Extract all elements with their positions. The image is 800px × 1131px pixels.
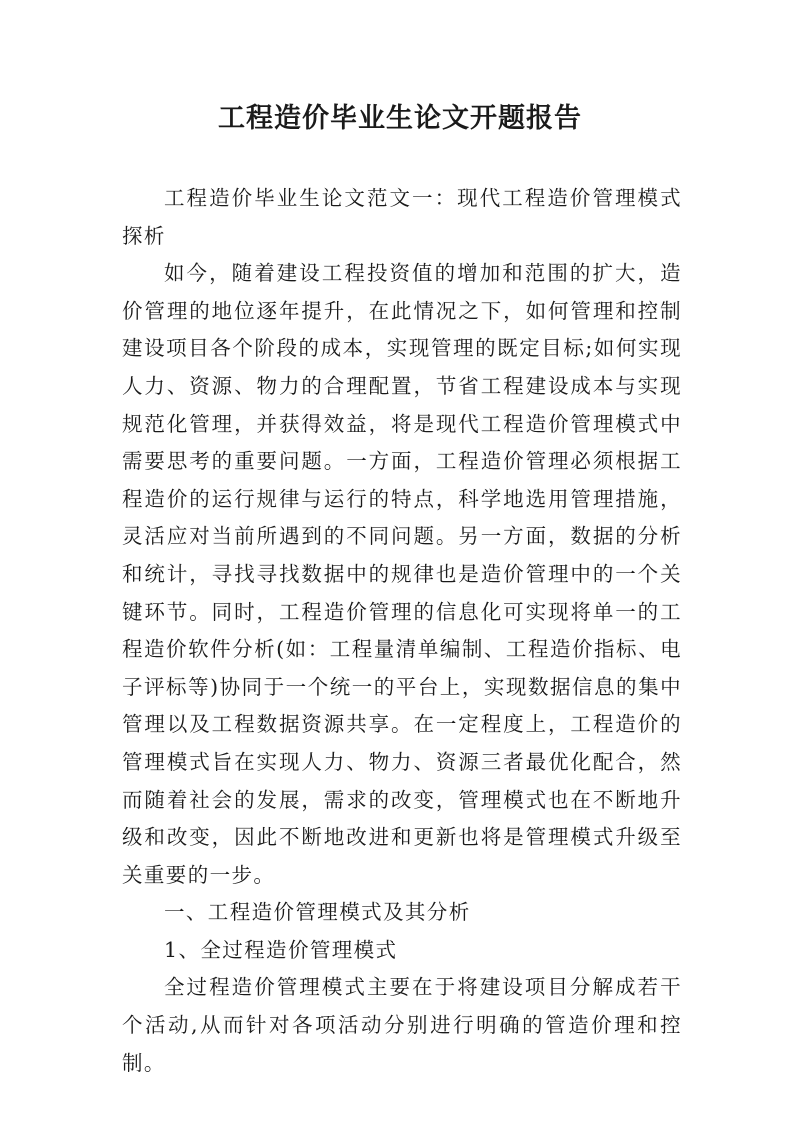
document-title: 工程造价毕业生论文开题报告 <box>218 103 582 134</box>
subsection-heading: 1、全过程造价管理模式 <box>164 937 398 962</box>
essay-subtitle-paragraph: 工程造价毕业生论文范文一：现代工程造价管理模式探析 <box>122 186 682 248</box>
body-paragraph: 全过程造价管理模式主要在于将建设项目分解成若干个活动,从而针对各项活动分别进行明确的管造价理和控制。 <box>122 975 682 1075</box>
body-paragraph: 如今，随着建设工程投资值的增加和范围的扩大，造价管理的地位逐年提升，在此情况之下，如何管理和控制建设项目各个阶段的成本，实现管理的既定目标;如何实现人力、资源、物力的合理配置，节省工程建设成本与实现规范化管理，并获得效益，将是现代工程造价管理模式中需要思考的重要问题。一方面，工程造价管理必须根据工程造价的运行规律与运行的特点，科学地选用管理措施，灵活应对当前所遇到的不同问题。另一方面，数据的分析和统计，寻找寻找数据中的规律也是造价管理中的一个关键环节。同时，工程造价管理的信息化可实现将单一的工程造价软件分析(如：工程量清单编制、工程造价指标、电子评标等)协同于一个统一的平台上，实现数据信息的集中管理以及工程数据资源共享。在一定程度上，工程造价的管理模式旨在实现人力、物力、资源三者最优化配合，然而随着社会的发展，需求的改变，管理模式也在不断地升级和改变，因此不断地改进和更新也将是管理模式升级至关重要的一步。 <box>122 261 682 887</box>
document-body <box>122 180 682 1082</box>
section-heading: 一、工程造价管理模式及其分析 <box>164 900 471 925</box>
